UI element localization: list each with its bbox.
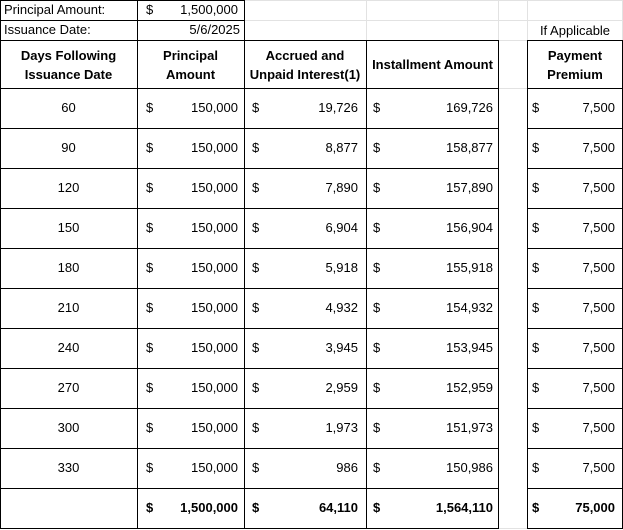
row-days: 120 <box>57 180 80 195</box>
row-interest: 7,890 <box>325 180 358 195</box>
row-principal-currency: $ <box>146 420 154 435</box>
row-principal-currency: $ <box>146 460 154 475</box>
row-days: 240 <box>57 340 80 355</box>
row-interest-currency: $ <box>252 100 260 115</box>
row-principal-currency: $ <box>146 140 154 155</box>
principal-amount-value: 1,500,000 <box>180 2 238 17</box>
row-interest-currency: $ <box>252 260 260 275</box>
row-interest: 19,726 <box>318 100 358 115</box>
row-premium-currency: $ <box>532 220 540 235</box>
row-premium-currency: $ <box>532 340 540 355</box>
row-installment: 152,959 <box>446 380 493 395</box>
row-premium: 7,500 <box>582 380 615 395</box>
header-days-following: Days Following Issuance Date <box>20 48 117 82</box>
row-installment-currency: $ <box>373 220 381 235</box>
row-interest: 1,973 <box>325 420 358 435</box>
row-interest: 4,932 <box>325 300 358 315</box>
row-days: 270 <box>57 380 80 395</box>
row-interest: 8,877 <box>325 140 358 155</box>
header-installment-amount: Installment Amount <box>372 57 493 72</box>
row-interest: 2,959 <box>325 380 358 395</box>
header-accrued-interest: Accrued and Unpaid Interest(1) <box>249 48 361 82</box>
row-principal: 150,000 <box>191 100 238 115</box>
row-installment: 151,973 <box>446 420 493 435</box>
row-principal: 150,000 <box>191 220 238 235</box>
row-principal: 150,000 <box>191 460 238 475</box>
row-installment: 154,932 <box>446 300 493 315</box>
row-premium: 7,500 <box>582 260 615 275</box>
row-days: 60 <box>61 100 76 115</box>
row-interest: 3,945 <box>325 340 358 355</box>
row-interest-currency: $ <box>252 380 260 395</box>
row-days: 90 <box>61 140 76 155</box>
row-days: 210 <box>57 300 80 315</box>
row-installment-currency: $ <box>373 460 381 475</box>
row-interest: 64,110 <box>318 500 358 515</box>
row-interest: 6,904 <box>325 220 358 235</box>
row-installment-currency: $ <box>373 340 381 355</box>
row-installment: 150,986 <box>446 460 493 475</box>
row-premium: 7,500 <box>582 140 615 155</box>
row-principal-currency: $ <box>146 380 154 395</box>
row-premium: 7,500 <box>582 300 615 315</box>
row-premium: 7,500 <box>582 220 615 235</box>
row-installment-currency: $ <box>373 420 381 435</box>
row-interest-currency: $ <box>252 300 260 315</box>
row-installment-currency: $ <box>373 300 381 315</box>
row-principal: 150,000 <box>191 180 238 195</box>
issuance-date-value: 5/6/2025 <box>189 22 240 37</box>
row-premium: 7,500 <box>582 460 615 475</box>
row-premium-currency: $ <box>532 180 540 195</box>
principal-amount-currency: $ <box>146 2 154 17</box>
row-interest-currency: $ <box>252 180 260 195</box>
row-installment-currency: $ <box>373 260 381 275</box>
row-premium: 7,500 <box>582 420 615 435</box>
row-principal: 150,000 <box>191 420 238 435</box>
row-installment: 169,726 <box>446 100 493 115</box>
row-installment: 1,564,110 <box>435 500 493 515</box>
row-installment-currency: $ <box>373 180 381 195</box>
row-interest-currency: $ <box>252 220 260 235</box>
row-installment: 157,890 <box>446 180 493 195</box>
row-interest-currency: $ <box>252 500 260 515</box>
row-principal: 150,000 <box>191 140 238 155</box>
row-installment: 155,918 <box>446 260 493 275</box>
header-principal-amount: Principal Amount <box>163 48 218 82</box>
row-premium-currency: $ <box>532 420 540 435</box>
row-principal-currency: $ <box>146 300 154 315</box>
row-principal-currency: $ <box>146 340 154 355</box>
row-days: 330 <box>57 460 80 475</box>
row-installment-currency: $ <box>373 100 381 115</box>
issuance-date-label: Issuance Date: <box>4 22 91 37</box>
row-installment-currency: $ <box>373 380 381 395</box>
row-principal: 150,000 <box>191 340 238 355</box>
row-principal-currency: $ <box>146 180 154 195</box>
row-interest: 5,918 <box>325 260 358 275</box>
row-premium: 7,500 <box>582 100 615 115</box>
header-payment-premium: Payment Premium <box>547 48 603 82</box>
row-days: 150 <box>57 220 80 235</box>
row-premium-currency: $ <box>532 460 540 475</box>
row-premium: 75,000 <box>575 500 615 515</box>
row-premium-currency: $ <box>532 140 540 155</box>
if-applicable-note: If Applicable <box>539 23 611 38</box>
row-premium-currency: $ <box>532 300 540 315</box>
row-principal-currency: $ <box>146 220 154 235</box>
row-interest-currency: $ <box>252 460 260 475</box>
row-principal: 150,000 <box>191 380 238 395</box>
row-principal-currency: $ <box>146 500 154 515</box>
row-installment-currency: $ <box>373 140 381 155</box>
row-installment-currency: $ <box>373 500 381 515</box>
row-days: 300 <box>57 420 80 435</box>
row-installment: 153,945 <box>446 340 493 355</box>
row-interest-currency: $ <box>252 420 260 435</box>
row-premium-currency: $ <box>532 500 540 515</box>
row-principal: 1,500,000 <box>180 500 238 515</box>
row-principal-currency: $ <box>146 100 154 115</box>
row-premium-currency: $ <box>532 380 540 395</box>
row-interest-currency: $ <box>252 340 260 355</box>
row-premium-currency: $ <box>532 100 540 115</box>
row-premium: 7,500 <box>582 340 615 355</box>
row-installment: 156,904 <box>446 220 493 235</box>
row-principal: 150,000 <box>191 260 238 275</box>
principal-amount-label: Principal Amount: <box>4 2 106 17</box>
row-principal-currency: $ <box>146 260 154 275</box>
row-interest-currency: $ <box>252 140 260 155</box>
row-interest: 986 <box>336 460 358 475</box>
row-principal: 150,000 <box>191 300 238 315</box>
row-installment: 158,877 <box>446 140 493 155</box>
row-premium: 7,500 <box>582 180 615 195</box>
row-premium-currency: $ <box>532 260 540 275</box>
row-days: 180 <box>57 260 80 275</box>
